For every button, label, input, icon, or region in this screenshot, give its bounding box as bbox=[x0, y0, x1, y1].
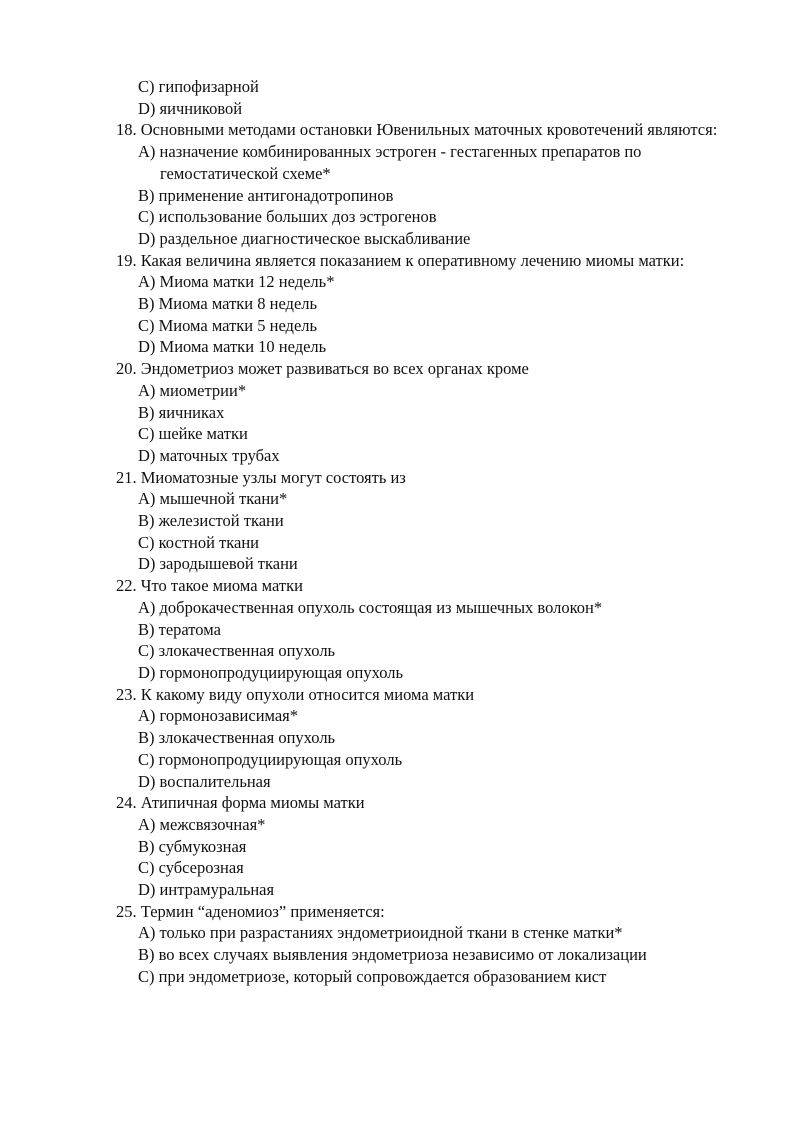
answer-option: B) применение антигонадотропинов bbox=[138, 185, 394, 205]
document-page bbox=[116, 76, 726, 988]
answer-option: C) костной ткани bbox=[138, 532, 259, 552]
answer-option: C) Миома матки 5 недель bbox=[138, 315, 318, 335]
answer-option: B) тератома bbox=[138, 619, 221, 639]
answer-option: A) Миома матки 12 недель* bbox=[138, 272, 335, 292]
answer-option: B) субмукозная bbox=[138, 836, 247, 856]
question-text: 24. Атипичная форма миомы матки bbox=[116, 793, 365, 813]
answer-option: C) при эндометриозе, который сопровождается образованием кист bbox=[138, 966, 607, 986]
answer-option: B) во всех случаях выявления эндометриоза независимо от локализации bbox=[138, 945, 647, 965]
answer-option: D) зародышевой ткани bbox=[138, 554, 298, 574]
answer-option: D) Миома матки 10 недель bbox=[138, 337, 327, 357]
answer-option: D) воспалительная bbox=[138, 771, 271, 791]
answer-option: C) злокачественная опухоль bbox=[138, 641, 336, 661]
answer-option: A) межсвязочная* bbox=[138, 814, 266, 834]
answer-option: B) яичниках bbox=[138, 402, 225, 422]
answer-option: D) маточных трубах bbox=[138, 445, 280, 465]
question-text: 25. Термин “аденомиоз” применяется: bbox=[116, 901, 385, 921]
answer-option: A) доброкачественная опухоль состоящая из мышечных волокон* bbox=[138, 597, 603, 617]
answer-option: C) гипофизарной bbox=[138, 77, 259, 96]
answer-option: A) назначение комбинированных эстроген - гестагенных препаратов по гемостатической схеме* bbox=[138, 142, 642, 183]
answer-option: C) шейке матки bbox=[138, 424, 248, 444]
answer-option: A) только при разрастаниях эндометриоидной ткани в стенке матки* bbox=[138, 923, 623, 943]
question-text: 18. Основными методами остановки Ювенильных маточных кровотечений являются: bbox=[116, 120, 718, 140]
answer-option: B) железистой ткани bbox=[138, 511, 284, 531]
answer-option: C) гормонопродуциирующая опухоль bbox=[138, 749, 403, 769]
answer-option: D) раздельное диагностическое выскабливание bbox=[138, 228, 471, 248]
answer-option: B) Миома матки 8 недель bbox=[138, 294, 318, 314]
answer-option: C) использование больших доз эстрогенов bbox=[138, 207, 437, 227]
answer-option: A) гормонозависимая* bbox=[138, 706, 299, 726]
answer-option: B) злокачественная опухоль bbox=[138, 728, 336, 748]
question-text: 21. Миоматозные узлы могут состоять из bbox=[116, 467, 406, 487]
answer-option: A) мышечной ткани* bbox=[138, 489, 288, 509]
answer-option: D) яичниковой bbox=[138, 98, 243, 118]
answer-option: D) гормонопродуциирующая опухоль bbox=[138, 662, 403, 682]
answer-option: A) миометрии* bbox=[138, 380, 247, 400]
question-text: 22. Что такое миома матки bbox=[116, 576, 303, 596]
answer-option: C) субсерозная bbox=[138, 858, 244, 878]
question-text: 19. Какая величина является показанием к оперативному лечению миомы матки: bbox=[116, 250, 685, 270]
question-text: 23. К какому виду опухоли относится миома матки bbox=[116, 684, 475, 704]
answer-option: D) интрамуральная bbox=[138, 880, 275, 900]
question-text: 20. Эндометриоз может развиваться во всех органах кроме bbox=[116, 359, 529, 379]
